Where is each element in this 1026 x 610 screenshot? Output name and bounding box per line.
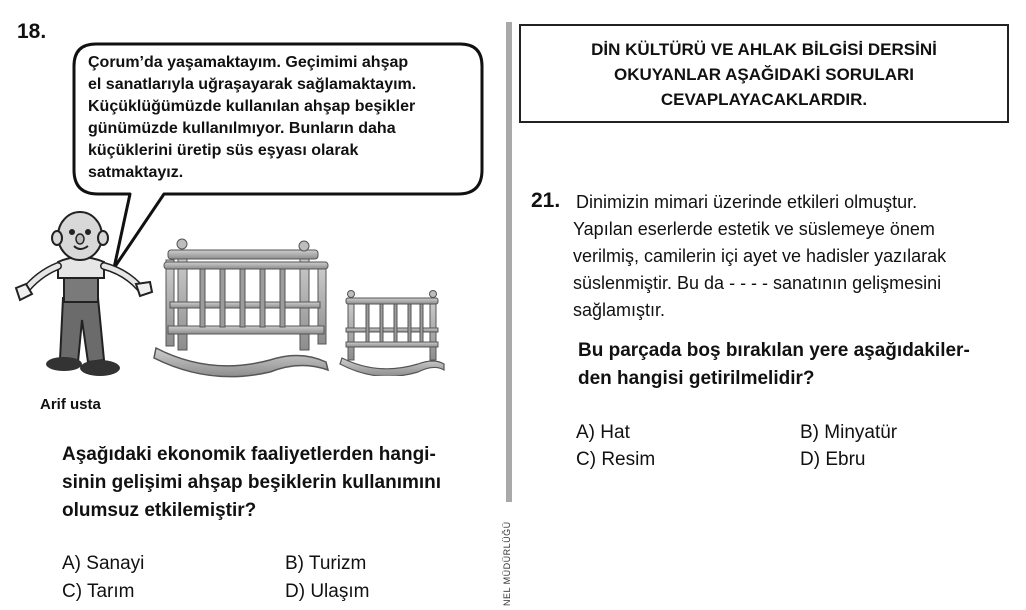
character-caption: Arif usta	[40, 396, 101, 413]
small-cradle-image	[338, 288, 448, 376]
question-line: olumsuz etkilemiştir?	[62, 500, 257, 521]
bubble-line: Küçüklüğümüzde kullanılan ahşap beşikler	[88, 98, 416, 115]
bubble-text	[88, 52, 416, 184]
bubble-line: Çorum’da yaşamaktayım. Geçimimi ahşap	[88, 54, 409, 71]
question-number-18: 18.	[17, 20, 47, 43]
passage-line: Yapılan eserlerde estetik ve süslemeye önem	[573, 219, 935, 239]
question-21-passage	[576, 189, 917, 216]
banner-line: DİN KÜLTÜRÜ VE AHLAK BİLGİSİ DERSİNİ	[591, 40, 937, 59]
option-a[interactable]: A) Sanayi	[62, 553, 145, 574]
option-b[interactable]: B) Turizm	[285, 553, 367, 574]
large-cradle-image	[150, 230, 340, 380]
column-divider	[506, 22, 512, 502]
passage-line: verilmiş, camilerin içi ayet ve hadisler yazılarak	[573, 246, 947, 266]
side-label: NEL MÜDÜRLÜĞÜ	[502, 521, 512, 606]
question-line: Aşağıdaki ekonomik faaliyetlerden hangi-	[62, 444, 436, 465]
bubble-line: el sanatlarıyla uğraşayarak sağlamaktayım.	[88, 76, 417, 93]
question-18-stem	[62, 441, 441, 525]
banner-line: OKUYANLAR AŞAĞIDAKİ SORULARI	[613, 65, 915, 84]
question-21-stem	[578, 337, 970, 393]
banner-line: CEVAPLAYACAKLARDIR.	[660, 90, 868, 109]
passage-line: sağlamıştır.	[573, 300, 666, 320]
option-d[interactable]: D) Ulaşım	[285, 581, 370, 602]
bubble-line: küçüklerini üretip süs eşyası olarak	[88, 142, 359, 159]
option-c[interactable]: C) Tarım	[62, 581, 135, 602]
question-line: den hangisi getirilmelidir?	[578, 368, 815, 389]
section-banner	[519, 24, 1009, 123]
question-21-passage-cont	[573, 216, 946, 324]
question-number-21: 21.	[531, 189, 561, 212]
passage-line: Dinimizin mimari üzerinde etkileri olmuştur.	[576, 192, 918, 212]
old-man-illustration	[8, 200, 158, 390]
option-d[interactable]: D) Ebru	[800, 449, 866, 470]
bubble-line: günümüzde kullanılmıyor. Bunların daha	[88, 120, 396, 137]
question-line: sinin gelişimi ahşap beşiklerin kullanımını	[62, 472, 442, 493]
option-a[interactable]: A) Hat	[576, 422, 630, 443]
passage-line: süslenmiştir. Bu da - - - - sanatının gelişmesini	[573, 273, 942, 293]
question-line: Bu parçada boş bırakılan yere aşağıdakiler-	[578, 340, 970, 361]
option-b[interactable]: B) Minyatür	[800, 422, 898, 443]
option-c[interactable]: C) Resim	[576, 449, 656, 470]
bubble-line: satmaktayız.	[88, 164, 184, 181]
